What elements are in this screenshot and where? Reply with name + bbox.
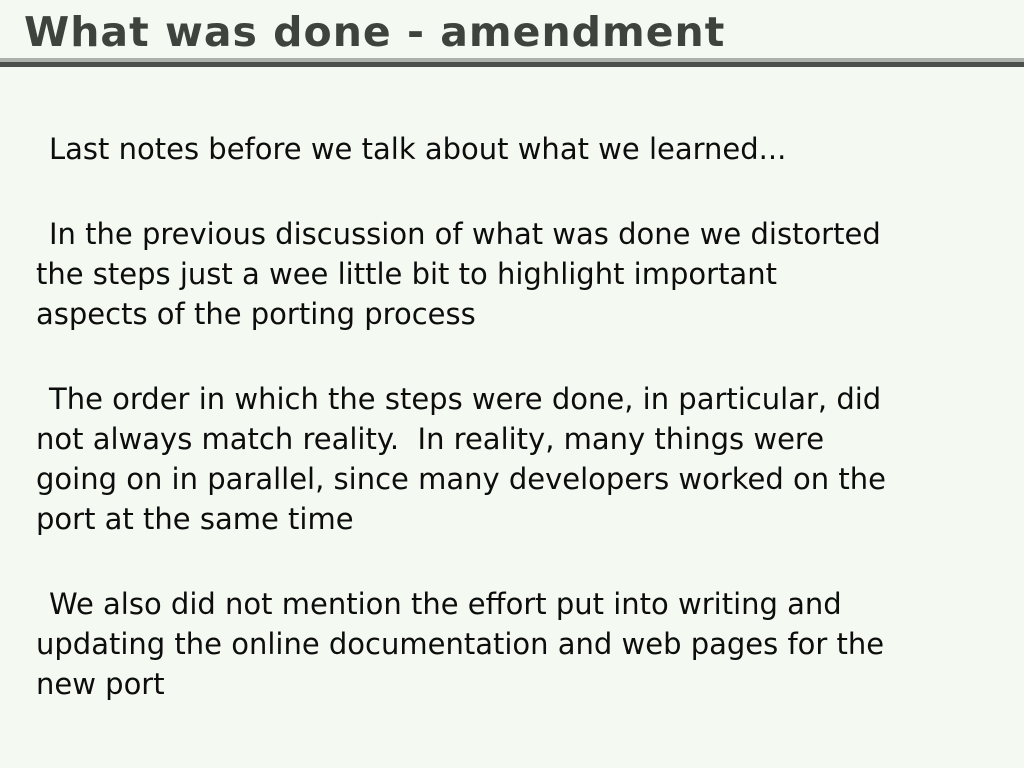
paragraph-line: updating the online documentation and web pages for the [36, 627, 885, 661]
paragraph [36, 214, 1006, 334]
paragraph-line: new port [36, 667, 165, 701]
paragraph-line: In the previous discussion of what was done we distorted [49, 217, 881, 251]
slide-body [0, 67, 1024, 704]
paragraph [36, 129, 1006, 169]
paragraph-line: port at the same time [36, 502, 354, 536]
paragraph-line: the steps just a wee little bit to highlight important [36, 257, 777, 291]
paragraph-line: aspects of the porting process [36, 297, 476, 331]
slide-title: What was done - amendment [24, 8, 726, 56]
paragraph-line: Last notes before we talk about what we learned... [49, 132, 787, 166]
paragraph-line: going on in parallel, since many developers worked on the [36, 462, 886, 496]
paragraph [36, 379, 1006, 539]
paragraph-line: We also did not mention the effort put into writing and [49, 587, 842, 621]
paragraph [36, 584, 1006, 704]
paragraph-line: The order in which the steps were done, in particular, did [49, 382, 882, 416]
paragraph-line: not always match reality. In reality, many things were [36, 422, 825, 456]
